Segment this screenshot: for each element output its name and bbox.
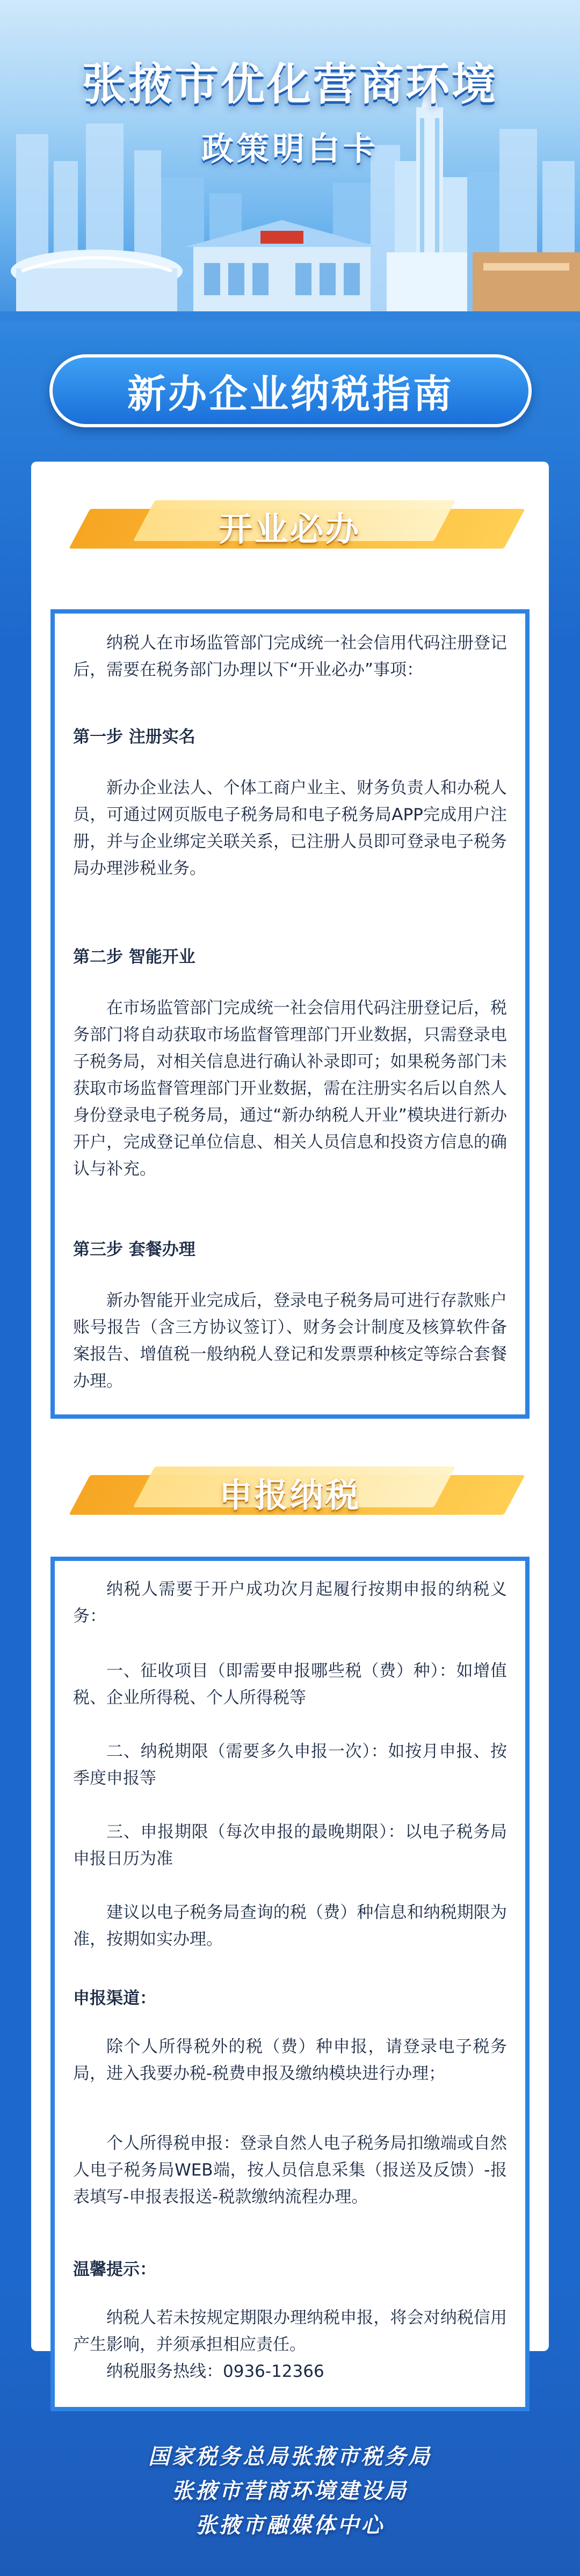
reminder-heading: 温馨提示：: [73, 2260, 156, 2279]
step-2-heading: 第二步 智能开业: [73, 947, 195, 967]
step-1-heading: 第一步 注册实名: [73, 727, 195, 747]
guide-title-badge: [49, 354, 532, 427]
filing-channel-general: 除个人所得税外的税（费）种申报，请登录电子税务局，进入我要办税-税费申报及缴纳模块进行办理；: [73, 2037, 507, 2083]
page-title: 张掖市优化营商环境: [82, 59, 498, 110]
step-2-paragraph: 在市场监管部门完成统一社会信用代码注册登记后，税务部门将自动获取市场监督管理部门开业数据，只需登录电子税务局，对相关信息进行确认补录即可；如果税务部门未获取市场监督管理部门开业数据，需在注册实名后以自然人身份登录电子税务局，通过“新办纳税人开业”模块进行新办开户，完成登记单位信息、相关人员信息和投资方信息的确认与补充。: [73, 998, 507, 1179]
filing-advice: 建议以电子税务局查询的税（费）种信息和纳税期限为准，按期如实办理。: [73, 1903, 507, 1949]
page-subtitle: 政策明白卡: [201, 130, 379, 168]
publisher-line: 张掖市营商环境建设局: [172, 2479, 408, 2504]
step-3-heading: 第三步 套餐办理: [73, 1240, 195, 1259]
section-heading-opening: 开业必办: [219, 509, 361, 549]
filing-item-2: 二、纳税期限（需要多久申报一次）：如按月申报、按季度申报等: [73, 1742, 507, 1788]
filing-info-card: [50, 1557, 530, 2411]
intro-paragraph: 纳税人在市场监管部门完成统一社会信用代码注册登记后，需要在税务部门办理以下“开业必办”事项：: [73, 633, 507, 680]
section-banner-filing: [31, 1449, 549, 1530]
section-heading-filing: 申报纳税: [219, 1476, 361, 1515]
filing-channel-iit: 个人所得税申报：登录自然人电子税务局扣缴端或自然人电子税务局WEB端，按人员信息采集（报送及反馈）-报表填写-申报表报送-税款缴纳流程办理。: [73, 2134, 507, 2207]
header-banner: [0, 0, 580, 322]
filing-item-3: 三、申报期限（每次申报的最晚期限）：以电子税务局申报日历为准: [73, 1822, 507, 1869]
filing-intro: 纳税人需要于开户成功次月起履行按期申报的纳税义务：: [73, 1580, 507, 1626]
guide-title: 新办企业纳税指南: [127, 371, 454, 417]
opening-info-card: [50, 609, 530, 1419]
section-banner-opening: [31, 483, 549, 564]
step-1-paragraph: 新办企业法人、个体工商户业主、财务负责人和办税人员，可通过网页版电子税务局和电子税务局APP完成用户注册，并与企业绑定关联关系，已注册人员即可登录电子税务局办理涉税业务。: [73, 778, 507, 878]
footer-publishers: [0, 2440, 580, 2543]
publisher-line: 国家税务总局张掖市税务局: [148, 2444, 432, 2469]
service-hotline: 纳税服务热线：0936-12366: [106, 2362, 324, 2381]
filing-channels-heading: 申报渠道：: [73, 1989, 156, 2008]
reminder-text: 纳税人若未按规定期限办理纳税申报，将会对纳税信用产生影响，并须承担相应责任。: [73, 2308, 507, 2354]
step-3-paragraph: 新办智能开业完成后，登录电子税务局可进行存款账户账号报告（含三方协议签订）、财务会计制度及核算软件备案报告、增值税一般纳税人登记和发票票种核定等综合套餐办理。: [73, 1291, 507, 1391]
publisher-line: 张掖市融媒体中心: [195, 2513, 385, 2538]
filing-item-1: 一、征收项目（即需要申报哪些税（费）种）：如增值税、企业所得税、个人所得税等: [73, 1661, 507, 1707]
